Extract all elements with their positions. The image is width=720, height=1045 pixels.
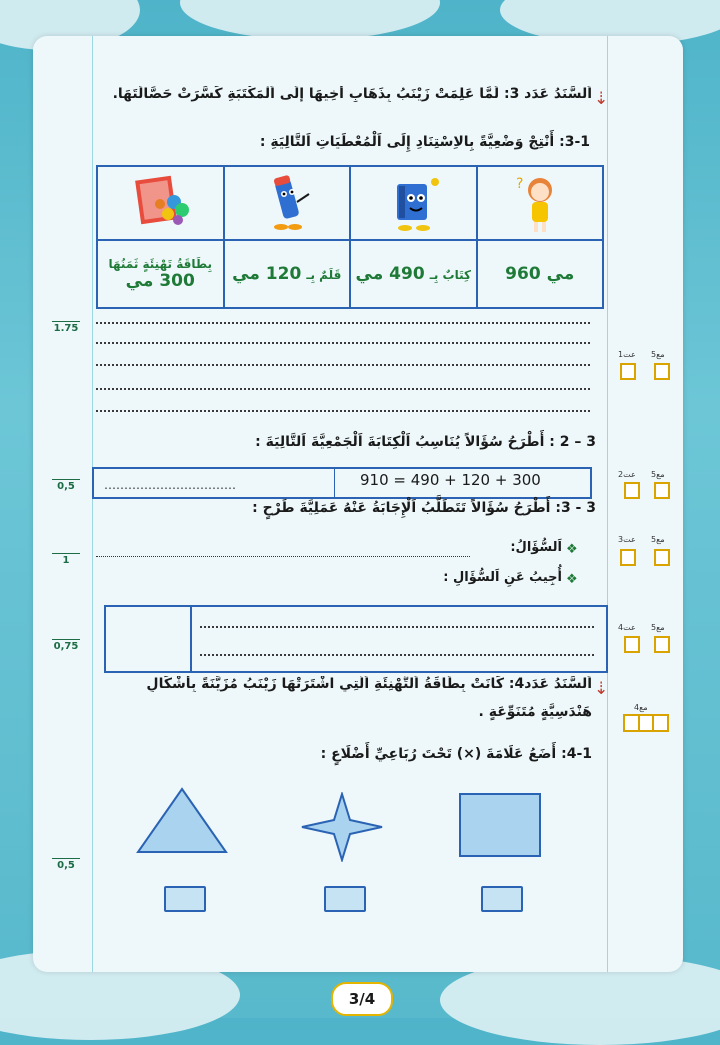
answer-line[interactable] <box>96 322 590 324</box>
card-price-cell <box>97 240 224 308</box>
section3-intro: اَلسَّنَدُ عَدَد 3: لَمَّا عَلِمَتْ زَيْنَبُ بِذَهَابِ أَخِيهَا إِلَى اَلْمَكْتَبَةِ كَسَّرَتْ حَصَّالَتَهَا. <box>112 86 592 102</box>
girl-money: 960 مي <box>505 264 575 284</box>
section-marker-icon: ⇣ <box>594 679 609 699</box>
pen-price: 120 مي <box>232 264 302 284</box>
criterion-checkbox[interactable] <box>654 482 670 499</box>
bullet-icon: ❖ <box>566 542 578 557</box>
answer-line[interactable] <box>200 626 594 628</box>
margin-line-right <box>607 36 608 972</box>
criterion-label: عت2 <box>618 470 636 479</box>
pen-character-icon <box>257 172 317 234</box>
greeting-card-icon <box>130 172 190 234</box>
answer-line[interactable] <box>200 654 594 656</box>
page-number: 3/4 <box>331 982 393 1016</box>
answer-line[interactable] <box>96 410 590 412</box>
question-label: اَلسُّؤَالُ: <box>510 540 562 555</box>
question-4-1: 4-1: أَضَعُ عَلَامَةَ (×) تَحْتَ رُبَاعِيِّ أَضْلَاعٍ : <box>320 746 592 762</box>
pen-label: قَلَمٌ بِـ <box>306 268 342 282</box>
criterion-checkbox[interactable] <box>620 363 636 380</box>
cloud-decoration <box>180 0 440 40</box>
equation-divider <box>334 469 335 497</box>
star-shape <box>300 792 384 862</box>
question-3-2: 3 – 2 : أَطْرَحُ سُؤَالاً يُنَاسِبُ اَلْكِتَابَةَ اَلْجَمْعِيَّةَ اَلتَّالِيَةَ : <box>255 434 596 450</box>
book-label: كِتَابٌ بِـ <box>429 268 471 282</box>
criterion-label: عت1 <box>618 350 636 359</box>
score-3-3-answer: 0,75 <box>53 641 79 652</box>
bullet-icon: ❖ <box>566 572 578 587</box>
score-4-1: 0,5 <box>52 858 80 871</box>
score-3-2: 0,5 <box>52 479 80 492</box>
table-cell-book-image <box>350 166 477 240</box>
section4-intro-line2: هَنْدَسِيَّةٍ مُتَنَوِّعَةٍ . <box>478 704 592 720</box>
star-answer-box[interactable] <box>324 886 366 912</box>
criterion-checkbox[interactable] <box>624 636 640 653</box>
book-price-cell <box>350 240 477 308</box>
table-cell-pen-image <box>224 166 351 240</box>
criterion-label: عت3 <box>618 535 636 544</box>
answer-line[interactable] <box>96 364 590 366</box>
section-marker-icon: ⇣ <box>594 89 609 109</box>
girl-price-cell <box>477 240 604 308</box>
criterion-checkbox[interactable] <box>654 363 670 380</box>
triangle-shape <box>134 786 230 856</box>
book-character-icon <box>383 172 443 234</box>
criterion-label: مع5 <box>651 623 665 632</box>
question-3-1: 3-1: أَنْتِجْ وَضْعِيَّةً بِالاِسْتِنَادِ إِلَى اَلْمُعْطَيَاتِ اَلتَّالِيَةِ : <box>259 134 590 150</box>
criterion-label: مع5 <box>651 470 665 479</box>
margin-line-left <box>92 36 93 972</box>
answer-line[interactable] <box>96 388 590 390</box>
table-cell-card-image <box>97 166 224 240</box>
triangle-answer-box[interactable] <box>164 886 206 912</box>
criterion-checkbox[interactable] <box>654 549 670 566</box>
criterion-checkbox[interactable] <box>624 482 640 499</box>
table-cell-girl-image <box>477 166 604 240</box>
question-3-3: 3 - 3: أَطْرَحُ سُؤَالاً تَتَطَلَّبُ اَلْإِجَابَةُ عَنْهُ عَمَلِيَّةَ طَرْحٍ : <box>252 500 596 516</box>
card-label: بِطَاقَةُ تَهْنِئَةٍ ثَمَنُهَا <box>108 257 213 271</box>
equation-text: 910 = 490 + 120 + 300 <box>360 471 541 489</box>
answer-line[interactable] <box>96 342 590 344</box>
criterion-checkbox[interactable] <box>654 636 670 653</box>
criterion-checkbox-row[interactable] <box>623 714 669 732</box>
equation-answer-dots[interactable]: …………………………… <box>104 478 236 492</box>
score-3-3-question: 1 <box>52 553 80 566</box>
question-answer-line[interactable] <box>96 556 470 557</box>
prices-table <box>96 165 604 309</box>
answer-box <box>104 605 608 673</box>
card-price: 300 مي <box>125 271 195 291</box>
pen-price-cell <box>224 240 351 308</box>
svg-text:?: ? <box>515 176 524 192</box>
section4-intro-line1: اَلسَّنَدُ عَدَد4: كَانَتْ بِطَاقَةُ اَلتَّهْنِئَةِ اَلَّتِي اشْتَرَتْهَا زَيْنَبُ مُزَيَّنَةً بِأَشْكَالٍ <box>146 676 592 692</box>
criterion-label: مع5 <box>651 350 665 359</box>
criterion-checkbox[interactable] <box>620 549 636 566</box>
criterion-label: مع4 <box>634 703 648 712</box>
book-price: 490 مي <box>355 264 425 284</box>
square-answer-box[interactable] <box>481 886 523 912</box>
girl-thinking-icon <box>510 172 570 234</box>
criterion-label: مع5 <box>651 535 665 544</box>
answer-box-divider <box>190 607 192 671</box>
answer-label: أُجِيبُ عَنِ اَلسُّؤَالِ : <box>443 570 562 585</box>
criterion-label: عت4 <box>618 623 636 632</box>
square-shape <box>458 792 544 858</box>
score-3-1: 1.75 <box>53 323 79 334</box>
